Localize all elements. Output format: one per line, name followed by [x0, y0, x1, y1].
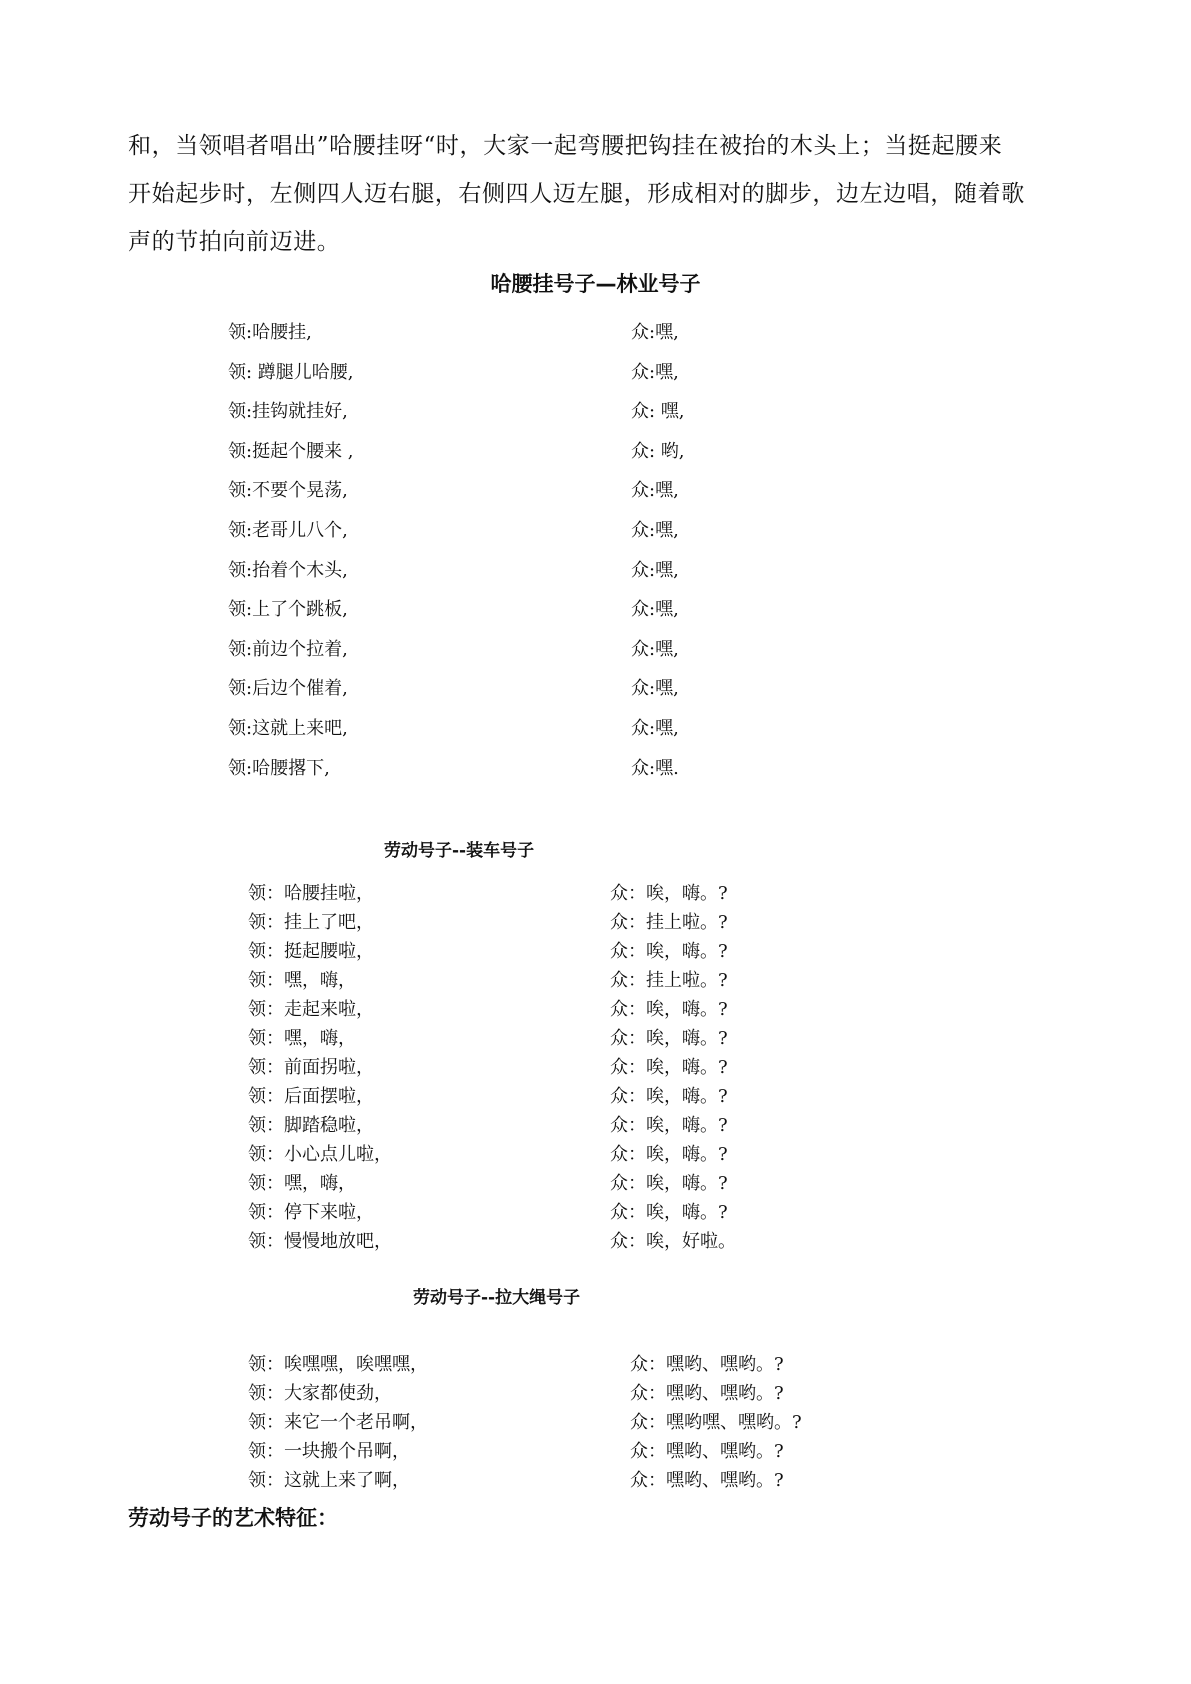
chorus-response: 众：唉，嗨。?: [610, 1144, 728, 1165]
lead-singer-line: 领：后面摆啦，: [248, 1086, 374, 1107]
lead-singer-line: 领:上了个跳板,: [228, 599, 348, 621]
intro-paragraph: [128, 122, 1058, 266]
lead-singer-line: 领：嘿，嗨，: [248, 970, 356, 991]
chorus-response: 众：唉，嗨。?: [610, 883, 728, 904]
lead-singer-line: 领:挂钩就挂好,: [228, 401, 348, 423]
lead-singer-line: 领：走起来啦，: [248, 999, 374, 1020]
intro-line: 和，当领唱者唱出”哈腰挂呀“时，大家一起弯腰把钩挂在被抬的木头上；当挺起腰来: [128, 133, 1003, 159]
lead-singer-line: 领：这就上来了啊，: [248, 1470, 410, 1491]
chorus-response: 众：唉，嗨。?: [610, 999, 728, 1020]
section-title-rope-chant: 劳动号子--拉大绳号子: [413, 1288, 581, 1308]
lead-singer-line: 领: 蹲腿儿哈腰,: [228, 361, 354, 383]
lead-singer-line: 领：挺起腰啦，: [248, 941, 374, 962]
chorus-response: 众：唉，嗨。?: [610, 941, 728, 962]
lead-singer-line: 领:这就上来吧,: [228, 718, 348, 739]
chorus-response: 众：唉，嗨。?: [610, 1115, 728, 1136]
chorus-response: 众：唉，嗨。?: [610, 1086, 728, 1107]
lead-singer-line: 领：前面拐啦，: [248, 1057, 374, 1078]
chorus-response: 众：唉，嗨。?: [610, 1028, 728, 1049]
chorus-response: 众:嘿,: [631, 520, 679, 541]
chorus-response: 众：唉，嗨。?: [610, 1202, 728, 1223]
chorus-response: 众：嘿哟嘿、嘿哟。?: [630, 1412, 802, 1433]
chorus-response: 众：嘿哟、嘿哟。?: [630, 1470, 784, 1491]
lead-singer-line: 领:不要个晃荡,: [228, 480, 348, 502]
chorus-response: 众: 嘿,: [631, 401, 685, 423]
lead-singer-line: 领：嘿，嗨，: [248, 1028, 356, 1049]
lead-singer-line: 领：挂上了吧，: [248, 912, 374, 933]
lead-singer-line: 领:抬着个木头,: [228, 559, 348, 581]
chorus-response: 众：嘿哟、嘿哟。?: [630, 1441, 784, 1462]
chorus-response: 众：挂上啦。?: [610, 912, 728, 933]
chorus-response: 众:嘿,: [631, 559, 679, 581]
chorus-response: 众:嘿,: [631, 322, 679, 343]
chorus-response: 众:嘿,: [631, 678, 679, 700]
lead-singer-line: 领：嘿，嗨，: [248, 1173, 356, 1194]
chorus-response: 众:嘿,: [631, 361, 679, 383]
lead-singer-line: 领：唉嘿嘿，唉嘿嘿，: [248, 1354, 428, 1375]
chorus-response: 众：挂上啦。?: [610, 970, 728, 991]
chorus-response: 众:嘿,: [631, 480, 679, 502]
chorus-response: 众：嘿哟、嘿哟。?: [630, 1354, 784, 1375]
lead-singer-line: 领：停下来啦，: [248, 1202, 374, 1223]
chorus-response: 众: 哟,: [631, 440, 685, 462]
chorus-response: 众：唉，嗨。?: [610, 1057, 728, 1078]
chorus-response: 众:嘿,: [631, 718, 679, 739]
chorus-response: 众:嘿.: [631, 757, 679, 779]
lead-singer-line: 领：大家都使劲，: [248, 1383, 392, 1404]
lead-singer-line: 领：哈腰挂啦，: [248, 883, 374, 904]
lead-singer-line: 领:哈腰挂,: [228, 322, 312, 343]
lead-singer-line: 领:前边个拉着,: [228, 638, 348, 660]
chorus-response: 众：嘿哟、嘿哟。?: [630, 1383, 784, 1404]
lead-singer-line: 领：慢慢地放吧，: [248, 1231, 392, 1252]
chorus-response: 众：唉，好啦。: [610, 1231, 736, 1252]
intro-line: 声的节拍向前迈进。: [128, 229, 341, 255]
chorus-response: 众:嘿,: [631, 599, 679, 621]
lead-singer-line: 领：脚踏稳啦，: [248, 1115, 374, 1136]
lead-singer-line: 领:后边个催着,: [228, 678, 348, 700]
lead-singer-line: 领:哈腰撂下,: [228, 757, 330, 779]
chorus-response: 众:嘿,: [631, 638, 679, 660]
chorus-response: 众：唉，嗨。?: [610, 1173, 728, 1194]
lead-singer-line: 领：小心点儿啦，: [248, 1144, 392, 1165]
intro-line: 开始起步时，左侧四人迈右腿，右侧四人迈左腿，形成相对的脚步，边左边唱，随着歌: [128, 181, 1025, 207]
lead-singer-line: 领:挺起个腰来 ,: [228, 440, 354, 462]
art-features-heading: 劳动号子的艺术特征：: [128, 1506, 338, 1530]
section-title-loading-chant: 劳动号子--装车号子: [384, 841, 535, 861]
section-title-forestry-chant: 哈腰挂号子—林业号子: [490, 272, 701, 296]
lead-singer-line: 领:老哥儿八个,: [228, 520, 348, 541]
lead-singer-line: 领：一块搬个吊啊，: [248, 1441, 410, 1462]
lead-singer-line: 领：来它一个老吊啊，: [248, 1412, 428, 1433]
